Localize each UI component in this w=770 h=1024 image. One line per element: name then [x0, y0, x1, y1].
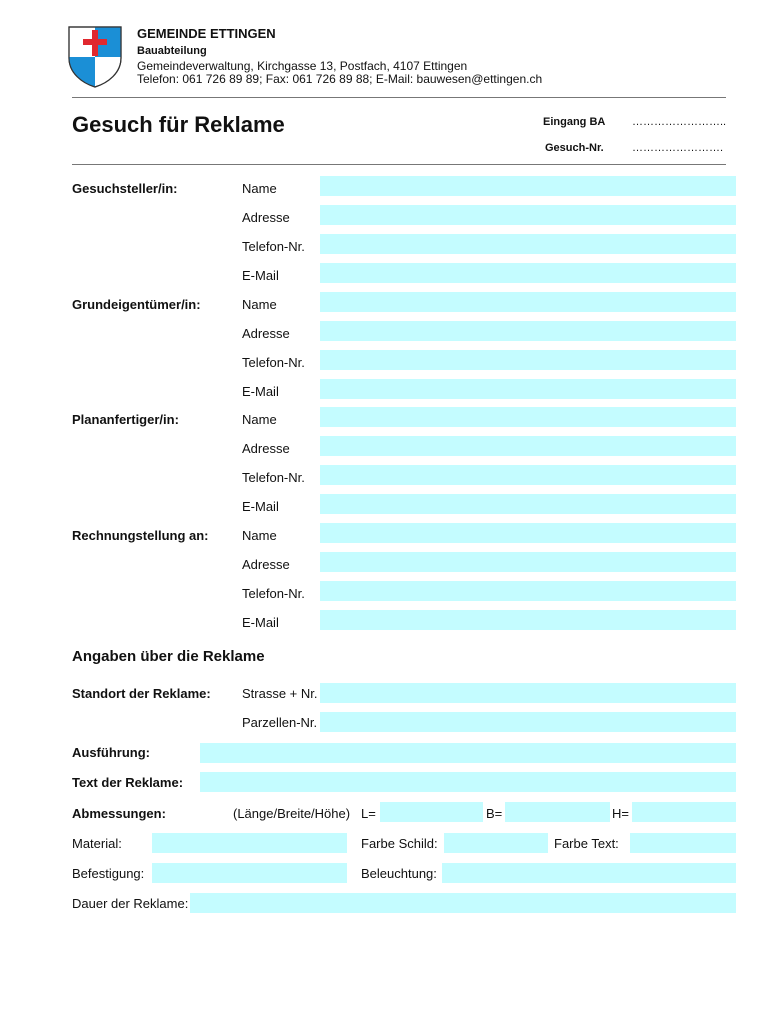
parzellen-field[interactable] — [320, 712, 736, 732]
text-field[interactable] — [200, 772, 736, 792]
title-divider — [72, 164, 726, 165]
section-owner-label: Grundeigentümer/in: — [72, 297, 201, 312]
ausfuehrung-label: Ausführung: — [72, 745, 150, 760]
section-planner-label: Plananfertiger/in: — [72, 412, 179, 427]
billing-address-label: Adresse — [242, 557, 290, 572]
owner-name-label: Name — [242, 297, 277, 312]
billing-phone-field[interactable] — [320, 581, 736, 601]
width-label: B= — [486, 806, 503, 821]
dauer-field[interactable] — [190, 893, 736, 913]
height-field[interactable] — [632, 802, 736, 822]
farbe-text-label: Farbe Text: — [554, 836, 619, 851]
eingang-label: Eingang BA — [543, 116, 606, 128]
billing-name-field[interactable] — [320, 523, 736, 543]
org-name: GEMEINDE ETTINGEN — [137, 26, 276, 41]
beleuchtung-field[interactable] — [442, 863, 736, 883]
applicant-email-field[interactable] — [320, 263, 736, 283]
contact-line: Telefon: 061 726 89 89; Fax: 061 726 89 88; E-Mail: bauwesen@ettingen.ch — [137, 72, 543, 86]
befestigung-field[interactable] — [152, 863, 347, 883]
applicant-email-label: E-Mail — [242, 268, 279, 283]
parzellen-label: Parzellen-Nr. — [242, 715, 318, 730]
strasse-field[interactable] — [320, 683, 736, 703]
owner-address-label: Adresse — [242, 326, 290, 341]
planner-phone-field[interactable] — [320, 465, 736, 485]
planner-email-field[interactable] — [320, 494, 736, 514]
owner-name-field[interactable] — [320, 292, 736, 312]
applicant-name-field[interactable] — [320, 176, 736, 196]
planner-address-field[interactable] — [320, 436, 736, 456]
planner-name-label: Name — [242, 412, 277, 427]
strasse-label: Strasse + Nr. — [242, 686, 318, 701]
planner-phone-label: Telefon-Nr. — [242, 470, 305, 485]
owner-address-field[interactable] — [320, 321, 736, 341]
eingang-value: …………………….. — [632, 116, 727, 128]
address-line: Gemeindeverwaltung, Kirchgasse 13, Postfach, 4107 Ettingen — [137, 59, 468, 73]
page-title: Gesuch für Reklame — [72, 112, 285, 137]
applicant-name-label: Name — [242, 181, 277, 196]
farbe-text-field[interactable] — [630, 833, 736, 853]
billing-email-field[interactable] — [320, 610, 736, 630]
reklame-heading: Angaben über die Reklame — [72, 648, 265, 665]
section-applicant-label: Gesuchsteller/in: — [72, 181, 178, 196]
billing-email-label: E-Mail — [242, 615, 279, 630]
applicant-phone-label: Telefon-Nr. — [242, 239, 305, 254]
beleuchtung-label: Beleuchtung: — [361, 866, 437, 881]
applicant-address-field[interactable] — [320, 205, 736, 225]
planner-email-label: E-Mail — [242, 499, 279, 514]
material-label: Material: — [72, 836, 122, 851]
gesuch-nr-value: ……………………. — [632, 142, 724, 154]
billing-address-field[interactable] — [320, 552, 736, 572]
billing-phone-label: Telefon-Nr. — [242, 586, 305, 601]
height-label: H= — [612, 806, 629, 821]
planner-name-field[interactable] — [320, 407, 736, 427]
applicant-phone-field[interactable] — [320, 234, 736, 254]
owner-phone-field[interactable] — [320, 350, 736, 370]
length-field[interactable] — [380, 802, 483, 822]
department: Bauabteilung — [137, 45, 207, 57]
dauer-label: Dauer der Reklame: — [72, 896, 189, 911]
header-divider — [72, 97, 726, 98]
width-field[interactable] — [505, 802, 610, 822]
section-billing-label: Rechnungstellung an: — [72, 528, 209, 543]
length-label: L= — [361, 806, 376, 821]
owner-email-field[interactable] — [320, 379, 736, 399]
ausfuehrung-field[interactable] — [200, 743, 736, 763]
farbe-schild-field[interactable] — [444, 833, 548, 853]
billing-name-label: Name — [242, 528, 277, 543]
material-field[interactable] — [152, 833, 347, 853]
abmessungen-label: Abmessungen: — [72, 806, 166, 821]
owner-email-label: E-Mail — [242, 384, 279, 399]
owner-phone-label: Telefon-Nr. — [242, 355, 305, 370]
abmessungen-hint: (Länge/Breite/Höhe) — [233, 806, 351, 821]
planner-address-label: Adresse — [242, 441, 290, 456]
standort-label: Standort der Reklame: — [72, 686, 211, 701]
gesuch-nr-label: Gesuch-Nr. — [545, 142, 604, 154]
befestigung-label: Befestigung: — [72, 866, 145, 881]
crest-icon — [68, 26, 122, 88]
text-label: Text der Reklame: — [72, 775, 184, 790]
farbe-schild-label: Farbe Schild: — [361, 836, 438, 851]
applicant-address-label: Adresse — [242, 210, 290, 225]
